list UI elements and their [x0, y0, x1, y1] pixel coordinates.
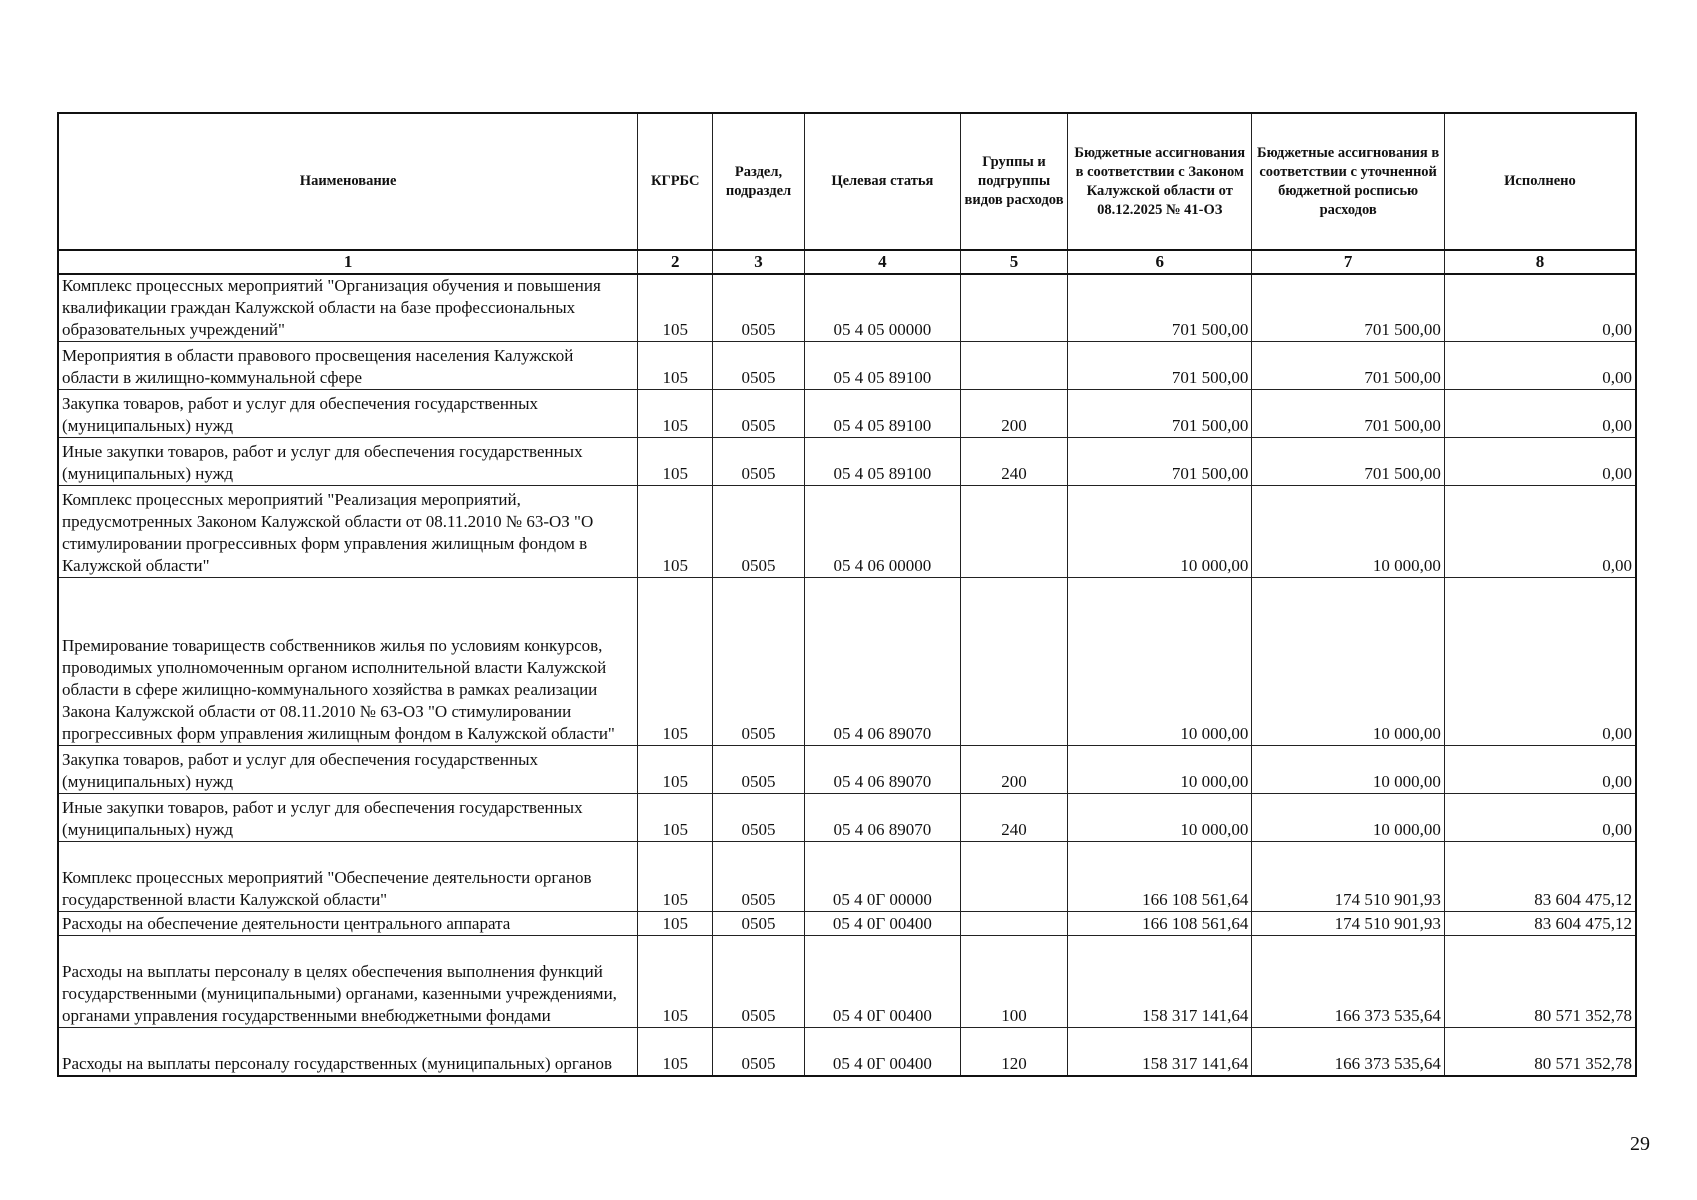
row-name: Комплекс процессных мероприятий "Обеспечение деятельности органов государственной власти Калужской области"	[58, 842, 638, 912]
row-celevaya: 05 4 06 89070	[804, 746, 960, 794]
row-name: Комплекс процессных мероприятий "Реализация мероприятий, предусмотренных Законом Калужской области от 08.11.2010 № 63-ОЗ "О стимулировании прогрессивных форм управления жилищным фондом в Калужской области"	[58, 486, 638, 578]
table-header-row	[58, 113, 1636, 250]
row-gruppy	[960, 912, 1067, 936]
row-gruppy	[960, 274, 1067, 342]
row-law: 701 500,00	[1068, 438, 1252, 486]
column-number: 8	[1444, 250, 1636, 274]
row-law: 158 317 141,64	[1068, 1028, 1252, 1076]
budget-table	[57, 112, 1637, 1077]
row-razdel: 0505	[713, 438, 805, 486]
table-row	[58, 1028, 1636, 1076]
row-gruppy: 240	[960, 794, 1067, 842]
row-executed: 0,00	[1444, 390, 1636, 438]
row-kgrbs: 105	[638, 746, 713, 794]
table-row	[58, 578, 1636, 746]
row-razdel: 0505	[713, 936, 805, 1028]
column-number: 1	[58, 250, 638, 274]
row-law: 10 000,00	[1068, 746, 1252, 794]
row-gruppy: 200	[960, 390, 1067, 438]
row-name: Иные закупки товаров, работ и услуг для обеспечения государственных (муниципальных) нужд	[58, 438, 638, 486]
row-gruppy	[960, 486, 1067, 578]
row-celevaya: 05 4 05 00000	[804, 274, 960, 342]
page-number: 29	[1630, 1133, 1650, 1155]
row-gruppy: 120	[960, 1028, 1067, 1076]
header-assign-law: Бюджетные ассигнования в соответствии с Законом Калужской области от 08.12.2025 № 41-ОЗ	[1068, 113, 1252, 250]
row-refined: 10 000,00	[1252, 794, 1445, 842]
column-number: 3	[713, 250, 805, 274]
row-razdel: 0505	[713, 390, 805, 438]
table-row	[58, 912, 1636, 936]
table-row	[58, 342, 1636, 390]
row-razdel: 0505	[713, 342, 805, 390]
table-row	[58, 274, 1636, 342]
row-razdel: 0505	[713, 746, 805, 794]
row-law: 701 500,00	[1068, 342, 1252, 390]
row-executed: 80 571 352,78	[1444, 1028, 1636, 1076]
row-razdel: 0505	[713, 486, 805, 578]
row-gruppy	[960, 842, 1067, 912]
row-kgrbs: 105	[638, 912, 713, 936]
row-refined: 166 373 535,64	[1252, 936, 1445, 1028]
table-row	[58, 486, 1636, 578]
row-celevaya: 05 4 0Г 00400	[804, 936, 960, 1028]
table-row	[58, 438, 1636, 486]
table-row	[58, 794, 1636, 842]
row-law: 10 000,00	[1068, 486, 1252, 578]
row-law: 701 500,00	[1068, 274, 1252, 342]
row-celevaya: 05 4 06 89070	[804, 794, 960, 842]
row-gruppy: 100	[960, 936, 1067, 1028]
header-gruppy: Группы и подгруппы видов расходов	[960, 113, 1067, 250]
row-name: Расходы на выплаты персоналу в целях обеспечения выполнения функций государственными (муниципальными) органами, казенными учреждениями, органами управления государственными внебюджетными фондами	[58, 936, 638, 1028]
row-law: 158 317 141,64	[1068, 936, 1252, 1028]
row-celevaya: 05 4 05 89100	[804, 342, 960, 390]
column-number: 2	[638, 250, 713, 274]
row-razdel: 0505	[713, 578, 805, 746]
row-law: 701 500,00	[1068, 390, 1252, 438]
row-executed: 0,00	[1444, 486, 1636, 578]
row-name: Закупка товаров, работ и услуг для обеспечения государственных (муниципальных) нужд	[58, 746, 638, 794]
row-executed: 0,00	[1444, 342, 1636, 390]
row-refined: 10 000,00	[1252, 486, 1445, 578]
table-row	[58, 842, 1636, 912]
header-executed: Исполнено	[1444, 113, 1636, 250]
row-executed: 83 604 475,12	[1444, 912, 1636, 936]
row-kgrbs: 105	[638, 438, 713, 486]
row-kgrbs: 105	[638, 1028, 713, 1076]
row-name: Расходы на выплаты персоналу государственных (муниципальных) органов	[58, 1028, 638, 1076]
row-name: Комплекс процессных мероприятий "Организация обучения и повышения квалификации граждан Калужской области на базе профессиональных образовательных учреждений"	[58, 274, 638, 342]
row-executed: 80 571 352,78	[1444, 936, 1636, 1028]
row-kgrbs: 105	[638, 578, 713, 746]
column-number: 4	[804, 250, 960, 274]
column-number-row	[58, 250, 1636, 274]
header-kgrbs: КГРБС	[638, 113, 713, 250]
header-celevaya: Целевая статья	[804, 113, 960, 250]
row-celevaya: 05 4 06 00000	[804, 486, 960, 578]
row-celevaya: 05 4 06 89070	[804, 578, 960, 746]
row-gruppy	[960, 578, 1067, 746]
row-razdel: 0505	[713, 794, 805, 842]
header-name: Наименование	[58, 113, 638, 250]
row-kgrbs: 105	[638, 390, 713, 438]
column-number: 5	[960, 250, 1067, 274]
row-refined: 701 500,00	[1252, 438, 1445, 486]
table-row	[58, 746, 1636, 794]
row-law: 10 000,00	[1068, 794, 1252, 842]
row-razdel: 0505	[713, 912, 805, 936]
row-refined: 10 000,00	[1252, 746, 1445, 794]
row-gruppy: 240	[960, 438, 1067, 486]
row-name: Мероприятия в области правового просвещения населения Калужской области в жилищно-коммунальной сфере	[58, 342, 638, 390]
table-row	[58, 936, 1636, 1028]
row-law: 166 108 561,64	[1068, 842, 1252, 912]
row-executed: 0,00	[1444, 746, 1636, 794]
row-name: Иные закупки товаров, работ и услуг для обеспечения государственных (муниципальных) нужд	[58, 794, 638, 842]
row-celevaya: 05 4 05 89100	[804, 438, 960, 486]
column-number: 7	[1252, 250, 1445, 274]
row-kgrbs: 105	[638, 486, 713, 578]
row-gruppy: 200	[960, 746, 1067, 794]
row-gruppy	[960, 342, 1067, 390]
row-name: Расходы на обеспечение деятельности центрального аппарата	[58, 912, 638, 936]
header-razdel: Раздел, подраздел	[713, 113, 805, 250]
row-law: 10 000,00	[1068, 578, 1252, 746]
row-refined: 10 000,00	[1252, 578, 1445, 746]
row-kgrbs: 105	[638, 794, 713, 842]
row-celevaya: 05 4 0Г 00400	[804, 1028, 960, 1076]
row-razdel: 0505	[713, 842, 805, 912]
row-celevaya: 05 4 0Г 00000	[804, 842, 960, 912]
row-refined: 701 500,00	[1252, 342, 1445, 390]
row-executed: 0,00	[1444, 578, 1636, 746]
row-celevaya: 05 4 0Г 00400	[804, 912, 960, 936]
row-kgrbs: 105	[638, 342, 713, 390]
row-celevaya: 05 4 05 89100	[804, 390, 960, 438]
header-assign-refined: Бюджетные ассигнования в соответствии с уточненной бюджетной росписью расходов	[1252, 113, 1445, 250]
row-name: Закупка товаров, работ и услуг для обеспечения государственных (муниципальных) нужд	[58, 390, 638, 438]
row-razdel: 0505	[713, 1028, 805, 1076]
row-executed: 0,00	[1444, 794, 1636, 842]
row-kgrbs: 105	[638, 274, 713, 342]
row-refined: 701 500,00	[1252, 390, 1445, 438]
row-refined: 701 500,00	[1252, 274, 1445, 342]
row-executed: 0,00	[1444, 274, 1636, 342]
row-name: Премирование товариществ собственников жилья по условиям конкурсов, проводимых уполномоченным органом исполнительной власти Калужской области в сфере жилищно-коммунального хозяйства в рамках реализации Закона Калужской области от 08.11.2010 № 63-ОЗ "О стимулировании прогрессивных форм управления жилищным фондом в Калужской области"	[58, 578, 638, 746]
table-row	[58, 390, 1636, 438]
row-refined: 174 510 901,93	[1252, 912, 1445, 936]
row-kgrbs: 105	[638, 936, 713, 1028]
row-refined: 166 373 535,64	[1252, 1028, 1445, 1076]
row-refined: 174 510 901,93	[1252, 842, 1445, 912]
row-executed: 0,00	[1444, 438, 1636, 486]
row-razdel: 0505	[713, 274, 805, 342]
column-number: 6	[1068, 250, 1252, 274]
row-law: 166 108 561,64	[1068, 912, 1252, 936]
row-kgrbs: 105	[638, 842, 713, 912]
row-executed: 83 604 475,12	[1444, 842, 1636, 912]
